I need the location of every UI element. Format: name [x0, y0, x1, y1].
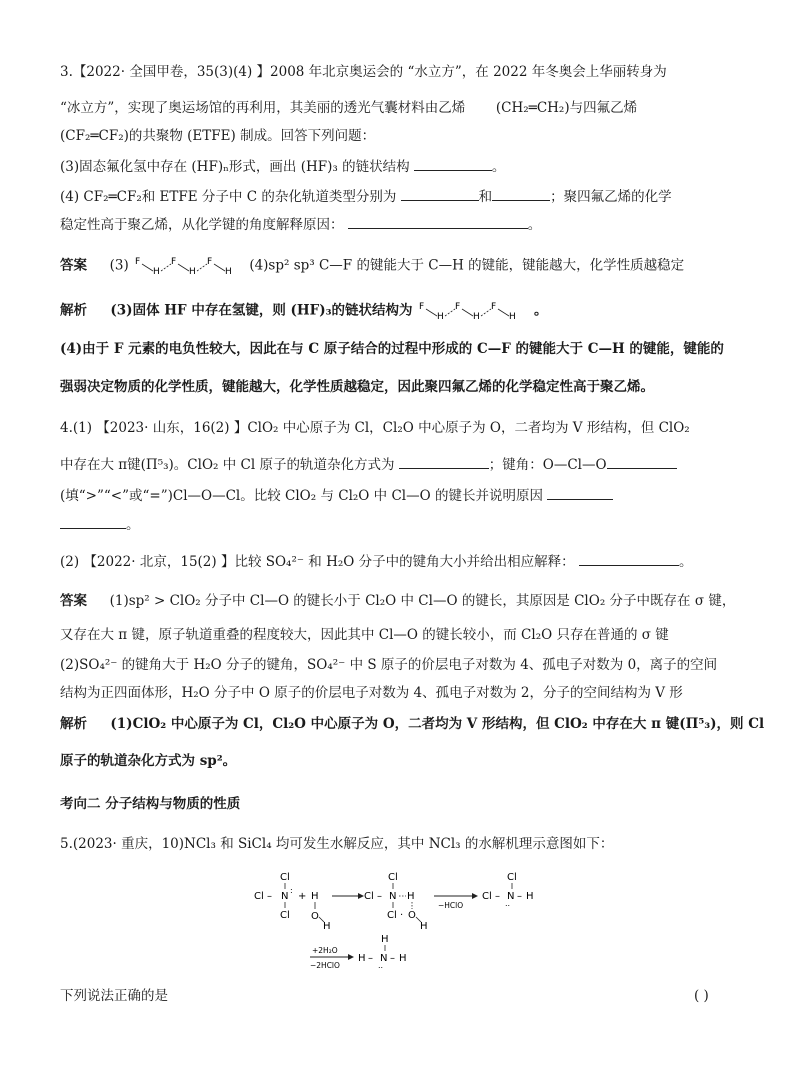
mech-h-2: H — [323, 921, 331, 932]
q3-line2-a: “冰立方”，实现了奥运场馆的再利用，其美丽的透光气囊材料由乙烯 — [60, 100, 466, 116]
svg-text:–: – — [377, 891, 382, 902]
q3-explanation-a: (3)固体 HF 中存在氢键，则 (HF)₃的链状结构为 — [110, 302, 413, 319]
q3-explanation-3: 强弱决定物质的化学性质，键能越大，化学性质越稳定，因此聚四氟乙烯的化学稳定性高于聚乙烯。 — [60, 379, 654, 395]
q3-blank-hybrid2[interactable] — [492, 188, 550, 201]
section-heading: 考向二 分子结构与物质的性质 — [60, 796, 241, 812]
mech-cl-left-1: Cl — [254, 891, 264, 902]
mech-n-1: N — [281, 891, 289, 902]
q3-line6-b: 。 — [527, 217, 542, 233]
hf3-chain-diagram-2 — [417, 299, 529, 323]
ncl3-hydrolysis-mechanism-diagram — [250, 868, 550, 978]
svg-text:–: – — [495, 891, 500, 902]
q3-line5-b: 和 — [478, 189, 493, 205]
mech-cl-left-3: Cl — [482, 891, 492, 902]
chain-h2: H — [189, 267, 196, 277]
mech-h-3: H — [407, 891, 415, 902]
q3-line1: 3.【2022· 全国甲卷，35(3)(4) 】2008 年北京奥运会的 “水立方”，在 2022 年冬奥会上华丽转身为 — [60, 64, 667, 80]
q3-line5-c: ；聚四氟乙烯的化学 — [550, 189, 672, 205]
mech-cl-bottom-2: Cl — [387, 910, 397, 921]
mech-h-left: H — [358, 953, 366, 964]
q3-line5-a: (4) CF₂═CF₂和 ETFE 分子中 C 的杂化轨道类型分别为 — [60, 189, 397, 205]
q3-line4-a: (3)固态氟化氢中存在 (HF)ₙ形式，画出 (HF)₃ 的链状结构 — [60, 159, 410, 175]
mech-n-4: N — [380, 953, 388, 964]
svg-text:–: – — [390, 953, 395, 964]
mech-cl-left-2: Cl — [364, 891, 374, 902]
q4-line3-text: (填“>”“<”或“=”)Cl—O—Cl。比较 ClO₂ 与 Cl₂O 中 Cl—O 的键长并说明原因 — [60, 488, 543, 504]
q5-last-line: 下列说法正确的是 — [60, 988, 168, 1004]
q4-explanation-1-text: (1)ClO₂ 中心原子为 Cl，Cl₂O 中心原子为 O，二者均为 V 形结构，但 ClO₂ 中存在大 π 键(Π⁵₃)，则 Cl — [110, 716, 765, 732]
mech-n-3: N — [507, 891, 515, 902]
q4-answer-1 — [60, 592, 735, 610]
q4-answer-1-text: (1)sp² > ClO₂ 分子中 Cl—O 的键长小于 Cl₂O 中 Cl—O 的键长，其原因是 ClO₂ 分子中既存在 σ 键， — [109, 593, 736, 609]
chain2-h1: H — [437, 312, 445, 322]
q4-line2 — [60, 456, 677, 474]
q4-line5-b: 。 — [678, 554, 693, 570]
q4-blank-angle[interactable] — [607, 456, 677, 469]
q3-blank-hf3[interactable] — [414, 158, 492, 171]
q3-line3: (CF₂═CF₂)的共聚物 (ETFE) 制成。回答下列问题： — [60, 128, 376, 144]
svg-text:..: .. — [505, 899, 511, 908]
q3-line4 — [60, 158, 505, 176]
q3-line6 — [60, 216, 541, 234]
mech-h-1: H — [311, 891, 319, 902]
q3-answer-b: (4)sp² sp³ C—F 的键能大于 C—H 的键能，键能越大，化学性质越稳定 — [249, 257, 685, 274]
q3-blank-hybrid1[interactable] — [401, 188, 479, 201]
chain2-h2: H — [473, 312, 481, 322]
q4-blank-bondlength-cont[interactable] — [60, 516, 126, 529]
q3-line2 — [60, 99, 637, 117]
q4-explanation-1 — [60, 715, 764, 733]
q4-explanation-label: 解析 — [60, 716, 87, 732]
q3-line2-b: (CH₂═CH₂)与四氟乙烯 — [495, 100, 638, 116]
mech-cl-top-3: Cl — [507, 872, 517, 883]
q4-line2-b: ；键角：O—Cl—O — [488, 457, 607, 473]
mech-o-1: O — [311, 911, 319, 922]
mech-minus-2hclo: −2HClO — [310, 961, 340, 970]
mech-h-right: H — [399, 953, 407, 964]
q3-line4-b: 。 — [491, 159, 506, 175]
mech-cl-top-1: Cl — [280, 872, 290, 883]
mech-h-4: H — [420, 921, 428, 932]
chain2-f1: F — [419, 302, 425, 312]
mech-h-top: H — [381, 934, 389, 945]
q4-blank-bondlength[interactable] — [547, 487, 613, 500]
q3-blank-reason[interactable] — [348, 216, 528, 229]
svg-text:–: – — [368, 953, 373, 964]
q3-line5 — [60, 188, 672, 206]
q5-answer-paren[interactable]: ( ) — [694, 988, 709, 1004]
q3-explanation-b: 。 — [533, 302, 548, 319]
answer-label: 答案 — [60, 257, 87, 274]
chain-f1: F — [135, 257, 141, 267]
q4-answer-4: 结构为正四面体形，H₂O 分子中 O 原子的价层电子对数为 4、孤电子对数为 2，分子的空间结构为 V 形 — [60, 685, 683, 701]
svg-text:–: – — [517, 891, 522, 902]
q3-explanation-2: (4)由于 F 元素的电负性较大，因此在与 C 原子结合的过程中形成的 C—F 的键能大于 C—H 的键能，键能的 — [60, 341, 724, 357]
svg-text::: : — [290, 886, 293, 895]
q3-line6-a: 稳定性高于聚乙烯，从化学键的角度解释原因： — [60, 217, 344, 233]
q4-answer-3: (2)SO₄²⁻ 的键角大于 H₂O 分子的键角，SO₄²⁻ 中 S 原子的价层电子对数为 4、孤电子对数为 0，离子的空间 — [60, 657, 718, 673]
explanation-label: 解析 — [60, 302, 87, 319]
q3-answer-a: (3) — [109, 257, 129, 274]
q4-line2-a: 中存在大 π键(Π⁵₃)。ClO₂ 中 Cl 原子的轨道杂化方式为 — [60, 457, 395, 473]
chain2-f3: F — [491, 302, 497, 312]
chain-h1: H — [153, 267, 160, 277]
q4-line3 — [60, 487, 613, 505]
q4-blank-hybrid[interactable] — [399, 456, 489, 469]
mech-o-2: O — [408, 910, 416, 921]
mech-plus: + — [298, 891, 307, 902]
mech-n-2: N — [389, 891, 397, 902]
q4-explanation-2: 原子的轨道杂化方式为 sp²。 — [60, 753, 237, 769]
chain2-h3: H — [509, 312, 517, 322]
mech-cl-top-2: Cl — [388, 872, 398, 883]
q3-answer — [60, 254, 684, 278]
chain-h3: H — [225, 267, 232, 277]
q4-answer-label: 答案 — [60, 593, 87, 609]
q4-blank-so4[interactable] — [579, 553, 679, 566]
q3-explanation — [60, 299, 547, 323]
q4-line4 — [60, 516, 140, 534]
q4-answer-2: 又存在大 π 键，原子轨道重叠的程度较大，因此其中 Cl—O 的键长较小，而 Cl₂O 只存在普通的 σ 键 — [60, 627, 669, 643]
chain2-f2: F — [455, 302, 461, 312]
q4-line1: 4.(1) 【2023· 山东，16(2) 】ClO₂ 中心原子为 Cl，Cl₂O 中心原子为 O，二者均为 V 形结构，但 ClO₂ — [60, 420, 690, 436]
mech-plus-2h2o: +2H₂O — [312, 946, 338, 955]
svg-text:·: · — [400, 910, 404, 921]
mech-cl-bottom-1: Cl — [280, 910, 290, 921]
q4-line4-text: 。 — [126, 517, 140, 533]
q4-line5-a: (2) 【2022· 北京，15(2) 】比较 SO₄²⁻ 和 H₂O 分子中的键角大小并给出相应解释： — [60, 554, 575, 570]
q5-line1: 5.(2023· 重庆，10)NCl₃ 和 SiCl₄ 均可发生水解反应，其中 NCl₃ 的水解机理示意图如下： — [60, 836, 614, 852]
mech-h-5: H — [526, 891, 534, 902]
chain-f2: F — [171, 257, 177, 267]
chain-f3: F — [207, 257, 213, 267]
svg-text:–: – — [267, 891, 272, 902]
hf3-chain-diagram — [133, 254, 245, 278]
mech-minus-hclo: −HClO — [438, 901, 464, 910]
q4-line5 — [60, 553, 692, 571]
svg-text:..: .. — [378, 961, 384, 970]
